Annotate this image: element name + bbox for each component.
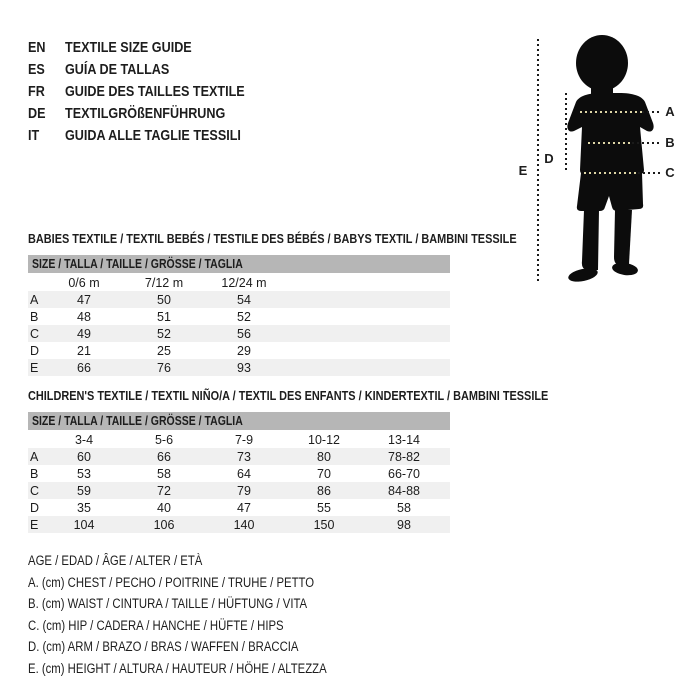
lang-title-it: GUIDA ALLE TAGLIE TESSILI [65,126,241,144]
arm-measure-line-d [565,93,567,173]
lang-title-en: TEXTILE SIZE GUIDE [65,38,192,56]
waist-measure-line-b [588,142,632,144]
lang-title-es: GUÍA DE TALLAS [65,60,170,78]
legend-line-arm: D. (cm) ARM / BRAZO / BRAS / WAFFEN / BRACCIA [28,639,299,654]
legend-line-chest: A. (cm) CHEST / PECHO / POITRINE / TRUHE / PETTO [28,574,315,590]
measurement-figure [515,30,691,288]
figure-label-c: C [665,165,675,180]
language-title-list [28,36,279,146]
babies-col-1: 7/12 m [144,275,184,290]
lang-title-de: TEXTILGRÖßENFÜHRUNG [65,104,226,122]
legend-line-age: AGE / EDAD / ÂGE / ALTER / ETÀ [28,553,203,568]
lang-row-es [28,58,279,80]
children-col-1: 5-6 [154,432,174,447]
chest-measure-line-a [580,111,642,113]
babies-section-heading: BABIES TEXTILE / TEXTIL BEBÉS / TESTILE DES BÉBÉS / BABYS TEXTIL / BAMBINI TESSILE [28,231,517,246]
table-row: B 48 51 52 [30,309,251,324]
children-column-header-row [28,431,450,448]
figure-label-b: B [665,135,675,150]
figure-label-a: A [665,104,675,119]
lang-row-fr [28,80,279,102]
lang-code-en: EN [28,38,46,56]
figure-label-d: D [544,151,554,166]
lang-code-de: DE [28,104,46,122]
children-col-3: 10-12 [308,432,340,447]
table-row: C 59 72 79 86 84-88 [28,482,450,499]
lang-row-en [28,36,279,58]
babies-size-table [28,274,450,376]
lang-code-it: IT [28,126,40,144]
legend-line-height: E. (cm) HEIGHT / ALTURA / HAUTEUR / HÖHE / ALTEZZA [28,660,327,676]
lang-title-fr: GUIDE DES TAILLES TEXTILE [65,82,245,100]
lang-code-fr: FR [28,82,45,100]
children-size-table [28,431,450,533]
table-row: E 66 76 93 [28,359,450,376]
figure-label-e: E [518,163,528,178]
babies-size-header-bar: SIZE / TALLA / TAILLE / GRÖSSE / TAGLIA [28,255,450,273]
table-row: D 35 40 47 55 58 [30,500,411,515]
table-row: D 21 25 29 [30,343,251,358]
waist-measure-leader-b [632,142,660,144]
children-section-heading: CHILDREN'S TEXTILE / TEXTIL NIÑO/A / TEXTIL DES ENFANTS / KINDERTEXTIL / BAMBINI TESSILE [28,388,549,403]
table-row: A 60 66 73 80 78-82 [28,448,450,465]
table-row: B 53 58 64 70 66-70 [30,466,420,481]
babies-col-0: 0/6 m [68,275,100,290]
hip-measure-leader-c [638,172,660,174]
chest-measure-leader-a [642,111,660,113]
hip-measure-line-c [584,172,638,174]
children-size-header-bar: SIZE / TALLA / TAILLE / GRÖSSE / TAGLIA [28,412,450,430]
table-row: C 49 52 56 [28,325,450,342]
measurement-legend [28,550,384,679]
lang-code-es: ES [28,60,45,78]
table-row: E 104 106 140 150 98 [28,516,450,533]
children-col-4: 13-14 [388,432,420,447]
babies-col-2: 12/24 m [221,275,267,290]
children-col-0: 3-4 [74,432,94,447]
lang-row-it [28,124,279,146]
children-col-2: 7-9 [234,432,254,447]
babies-column-header-row [28,274,450,291]
height-measure-line-e [537,39,539,284]
legend-line-waist: B. (cm) WAIST / CINTURA / TAILLE / HÜFTUNG / VITA [28,596,308,611]
legend-line-hip: C. (cm) HIP / CADERA / HANCHE / HÜFTE / HIPS [28,617,284,633]
lang-row-de [28,102,279,124]
table-row: A 47 50 54 [28,291,450,308]
